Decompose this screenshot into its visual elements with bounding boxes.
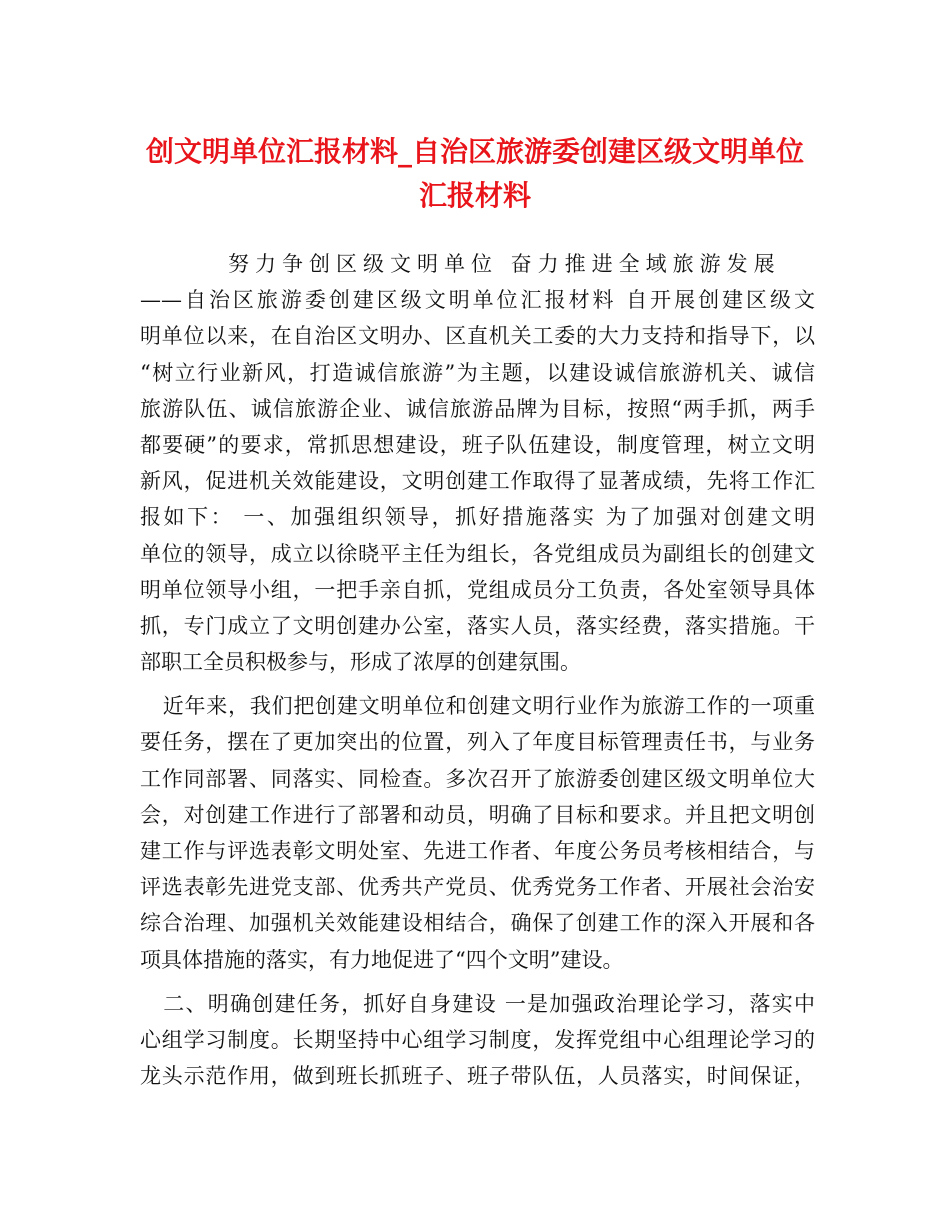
body-line-text: 努力争创区级文明单位 奋力推进全域旅游发展 — [228, 252, 781, 276]
body-line-text: 单位的领导，成立以徐晓平主任为组长，各党组成员为副组长的创建文 — [140, 541, 815, 566]
body-line-text: 都要硬”的要求，常抓思想建设，班子队伍建设，制度管理，树立文明 — [140, 432, 815, 457]
body-line-text: 心组学习制度。长期坚持中心组学习制度，发挥党组中心组理论学习的 — [140, 1027, 815, 1052]
document-title-line-1: 创文明单位汇报材料_自治区旅游委创建区级文明单位 — [145, 135, 804, 168]
body-line-text: 龙头示范作用，做到班长抓班子、班子带队伍，人员落实，时间保证， — [140, 1064, 815, 1089]
document-body — [140, 246, 815, 1094]
body-line-text: 建工作与评选表彰文明处室、先进工作者、年度公务员考核相结合，与 — [140, 839, 815, 863]
body-line — [140, 1058, 815, 1094]
body-line — [140, 942, 815, 978]
body-line-text: 新风，促进机关效能建设，文明创建工作取得了显著成绩，先将工作汇 — [140, 469, 815, 494]
body-line — [140, 318, 815, 354]
body-line-text: 综合治理、加强机关效能建设相结合，确保了创建工作的深入开展和各 — [140, 911, 815, 936]
body-line-text: 项具体措施的落实，有力地促进了“四个文明”建设。 — [140, 947, 624, 972]
body-line — [140, 724, 815, 760]
body-line-text: ——自治区旅游委创建区级文明单位汇报材料 自开展创建区级文 — [140, 288, 815, 313]
body-line — [140, 761, 815, 797]
body-line — [140, 644, 815, 680]
body-line-text: 评选表彰先进党支部、优秀共产党员、优秀党务工作者、开展社会治安 — [140, 875, 815, 900]
body-line-text: 旅游队伍、诚信旅游企业、诚信旅游品牌为目标，按照“两手抓，两手 — [140, 396, 815, 421]
body-line — [140, 986, 815, 1022]
body-line — [140, 246, 815, 282]
body-line — [140, 869, 815, 905]
body-line-text: 要任务，摆在了更加突出的位置，列入了年度目标管理责任书，与业务 — [140, 730, 815, 755]
body-line — [140, 608, 815, 644]
body-line — [140, 905, 815, 941]
body-line — [140, 688, 815, 724]
body-line — [140, 572, 815, 608]
body-line — [140, 355, 815, 391]
body-line — [140, 833, 815, 869]
body-line — [140, 463, 815, 499]
body-line — [140, 797, 815, 833]
body-line — [140, 1022, 815, 1058]
body-line-text: 抓，专门成立了文明创建办公室，落实人员，落实经费，落实措施。干 — [140, 613, 815, 638]
body-line-text: 部职工全员积极参与，形成了浓厚的创建氛围。 — [140, 650, 581, 675]
body-line — [140, 282, 815, 318]
document-title-line-2: 汇报材料 — [418, 179, 531, 212]
body-line-text: 会，对创建工作进行了部署和动员，明确了目标和要求。并且把文明创 — [140, 802, 815, 827]
body-line — [140, 391, 815, 427]
body-line-text: 明单位以来，在自治区文明办、区直机关工委的大力支持和指导下，以 — [140, 324, 815, 349]
body-line-text: 工作同部署、同落实、同检查。多次召开了旅游委创建区级文明单位大 — [140, 766, 815, 791]
body-line-text: 近年来，我们把创建文明单位和创建文明行业作为旅游工作的一项重 — [162, 694, 815, 719]
body-line — [140, 427, 815, 463]
body-line-text: 报如下： 一、加强组织领导，抓好措施落实 为了加强对创建文明 — [140, 505, 815, 530]
body-line-text: 二、明确创建任务，抓好自身建设 一是加强政治理论学习，落实中 — [162, 991, 815, 1016]
body-line — [140, 499, 815, 535]
body-line-text: “树立行业新风，打造诚信旅游”为主题，以建设诚信旅游机关、诚信 — [140, 360, 815, 385]
body-line-text: 明单位领导小组，一把手亲自抓，党组成员分工负责，各处室领导具体 — [140, 577, 815, 602]
body-line — [140, 536, 815, 572]
